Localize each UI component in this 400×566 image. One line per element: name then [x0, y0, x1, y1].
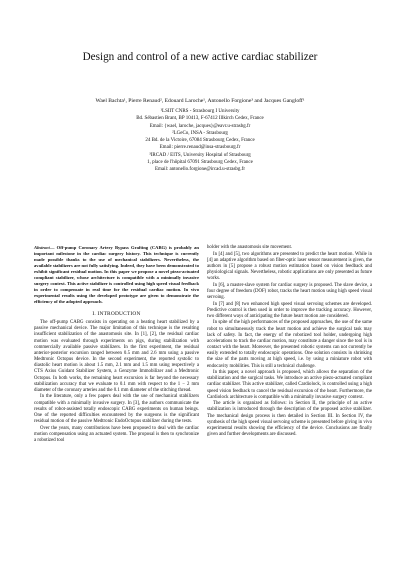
- affiliations: [20, 108, 380, 174]
- abstract-text: — Off-pump Coronary Artery Bypass Grafting (CABG) is probably an important milestone in the cardiac surgery history. This technique is currently made possible thanks to the use of mechanical stabilizers. Nevertheless, the available stabilizers are not fully satisfying. Indeed, they have been demonstrated to exhibit significant residual motion. In this paper we propose a novel piezo-actuated compliant stabilizer, whose architecture is compatible with a minimally invasive surgery context. This active stabilizer is controlled using high speed visual feedback in order to compensate in real time for the residual cardiac motion. In vivo experimental results using the developed prototype are given to demonstrate the efficiency of the adopted approach.: [34, 245, 199, 304]
- paragraph: The off-pump CABG consists in operating on a beating heart stabilized by a passive mechanical device. The major limitation of this technique is the resulting insufficient stabilization of the anastomosis site. In [1], [2], the residual cardiac motion was evaluated through experiments on pigs, during stabilization with commercially available passive stabilizers. In the first experiment, the residual anterior-posterior excursion ranged between 0.5 mm and 2.6 mm using a passive Medtronic Octopus device. In the second experiment, the reported systolic to diastolic heart motion is about 1.5 mm, 2.1 mm and 1.5 mm using respectively a CTS Axius Guidant Stabilizer System, a Genzyme Immobilizer and a Medtronic Octopus. In both works, the remaining heart excursion is far beyond the necessary stabilization accuracy that we evaluate to 0.1 mm with respect to the 1 − 2 mm diameter of the coronary arteries and the 0.1 mm diameter of the stitching thread.: [34, 320, 199, 393]
- paragraph: holder with the anastomosis site movement.: [207, 245, 293, 250]
- paragraph: Over the years, many contributions have been proposed to deal with the cardiac motion compensation using an actuated system. The proposal is then to synchronize a robotized tool: [34, 425, 199, 443]
- abstract: [34, 245, 199, 305]
- affiliation-line: Email: {wael, laroche, jacques}@eavr.u-strasbg.fr: [149, 123, 251, 129]
- affiliation-line: 1, place de l'hôpital 67091 Strasbourg Cedex, France: [147, 160, 253, 166]
- paper-title: Design and control of a new active cardiac stabilizer: [82, 51, 318, 63]
- paragraph: In [6], a master-slave system for cardiac surgery is proposed. The slave device, a four degree of freedom (DOF) robot, tracks the heart motion using high speed visual servoing.: [207, 282, 372, 301]
- author-list: Wael Bachta¹, Pierre Renaud², Edouard Laroche¹, Antonello Forgione³ and Jacques Gangloff¹: [95, 98, 305, 104]
- paragraph: In spite of the high performances of the proposed approaches, the use of the same robot to simultaneously track the heart motion and achieve the surgical task may lack of safety. In fact, the energy of the robotized tool holder, undergoing high accelerations to track the cardiac motion, may constitute a danger since the tool is in contact with the heart. Moreover, the presented robotic systems can not currently be easily extended to totally endoscopic operations. One solution consists in shrinking the size of the parts moving at high speed, i.e. by using a miniature robot with endocavity mobilities. This is still a technical challenge.: [207, 320, 372, 369]
- paragraph: In [7] and [8] two enhanced high speed visual servoing schemes are developed. Predictive control is then used in order to improve the tracking accuracy. However, two different ways of anticipating the future heart motion are considered.: [207, 301, 372, 319]
- affiliation-line: Bd. Sébastien Brant, BP 10413, F-67412 Illkirch Cedex, France: [136, 116, 264, 122]
- affiliation-line: ²LGeCo, INSA - Strasbourg: [172, 130, 228, 136]
- affiliation-line: 24 Bd. de la Victoire, 67084 Strasbourg Cedex, France: [145, 138, 255, 144]
- affiliation-line: Email: pierre.renaud@insa-strasbourg.fr: [159, 145, 241, 151]
- paragraph: In [4] and [5], two algorithms are presented to predict the heart motion. While in [4] an adaptive algorithm based on fiber-optic laser sensor measurement is given, the authors in [5] propose a robust motion estimation based on vision feedback and physiological signals. Nevertheless, robotic applications are only presented as future works.: [207, 251, 372, 282]
- affiliation-line: Email: antonello.forgione@ircad.u-strasbg.fr: [154, 167, 246, 173]
- left-column: [34, 245, 199, 444]
- right-column: [207, 245, 372, 439]
- paragraph: In the literature, only a few papers deal with the use of mechanical stabilizers compatible with a minimally invasive surgery. In [3], the authors communicate the results of robot-assisted totally endoscopic CABG experiments on human beings. One of the reported difficulties encountered by the surgeons is the significant residual motion of the passive Medtronic EndoOctopus stabilizer during the tests.: [34, 394, 199, 425]
- section-heading: I. INTRODUCTION: [92, 311, 141, 317]
- affiliation-line: ¹LSIIT CNRS - Strasbourg I University: [160, 109, 240, 114]
- paragraph: In this paper, a novel approach is proposed, which allows the separation of the stabilization and the surgical tasks. We introduce an active piezo-actuated compliant cardiac stabilizer. This active stabilizer, called Cardiolock, is controlled using a high speed vision feedback to cancel the residual excursion of the heart. Furthermore, the Cardiolock architecture is compatible with a minimally invasive surgery context.: [207, 370, 372, 400]
- paragraph: The article is organized as follows: in Section II, the principle of an active stabilization is introduced through the description of the proposed active stabilizer. The mechanical design process is then detailed in Section III. In Section IV, the synthesis of the high speed visual servoing scheme is presented before giving in vivo experimental results showing the efficiency of the device. Conclusions are finally given and further developments are discussed.: [207, 401, 372, 438]
- abstract-lead: Abstract: [34, 245, 50, 250]
- affiliation-line: ³IRCAD / EITS, University Hospital of Strasbourg: [149, 152, 251, 158]
